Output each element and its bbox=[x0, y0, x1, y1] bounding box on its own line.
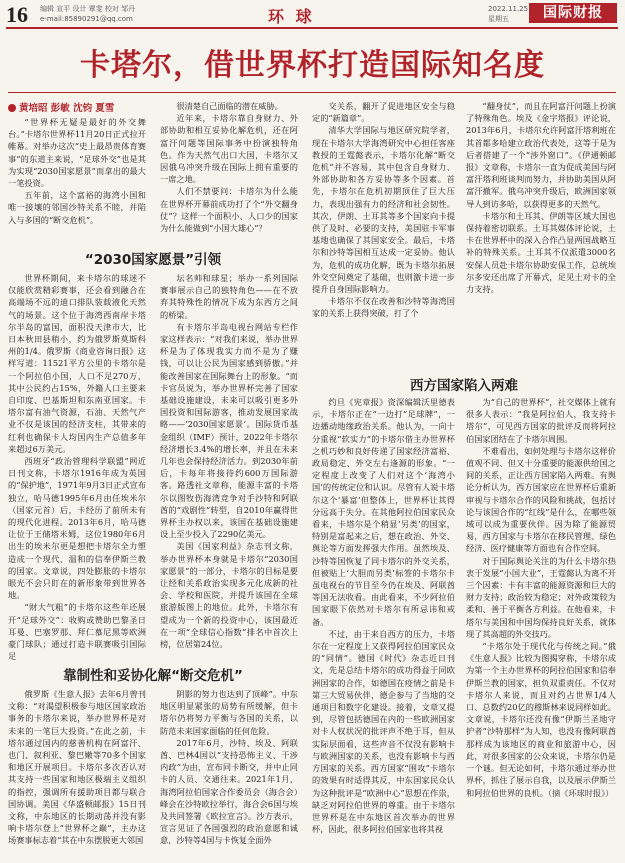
paragraph: “财大气粗”的卡塔尔这些年还展开“足球外交”：收购或赞助巴黎圣日耳曼、巴塞罗那、拜仁慕尼黑等欧洲豪门球队；通过打造卡联赛吸引国际足 bbox=[8, 602, 146, 662]
newspaper-logo: 国际财报 bbox=[529, 3, 617, 23]
editors-line: 编辑 宣平 设计 覃斐 校对 邹丹 bbox=[40, 5, 136, 13]
subhead-2030-vision: “2030国家愿景”引领 bbox=[84, 252, 222, 268]
source-note: （摘《环球时报》） bbox=[547, 787, 614, 798]
editor-credits bbox=[40, 4, 135, 24]
paragraph bbox=[466, 640, 616, 799]
paragraph: 坛名帅和球星；举办一系列国际赛事展示自己的独特角色——在不放弃其特殊性的情况下成为东西方之间的桥梁。 bbox=[160, 273, 298, 320]
byline bbox=[8, 100, 114, 114]
paragraph: 世界杯期间，来卡塔尔的球迷不仅能欣赏精彩赛事，还会看到融合在高端场不远的迪口排队装载液化天然气的场景。这个位于海湾西南岸卡塔尔半岛的富国，面积没天津市大，比日本秋田县稍小，约为俄罗斯莫斯科州的1/4。俄罗斯《商业咨询日报》这样写道：11521平方公里的卡塔尔是一个阿拉伯小国，人口不足270万，其中公民约占15%，外籍人口主要来自印度、巴基斯坦和东南亚国家。卡塔尔富有油气资源，石油、天然气产业不仅是该国的经济支柱，其带来的红利也确保卡人均国内生产总值多年来超过6万美元。 bbox=[8, 273, 146, 454]
column-3-west bbox=[312, 396, 455, 858]
paragraph: 很清楚自己面临的潜在威胁。 bbox=[176, 101, 283, 111]
headline-divider bbox=[8, 92, 616, 93]
paragraph: 五年前，这个富裕的海湾小国和唯一接壤的邻国沙特关系不睦，并陷入与多国的“断交危机”。 bbox=[8, 190, 146, 225]
date-text: 2022.11.25 bbox=[488, 5, 529, 13]
paragraph: “世界杯无疑是最好的外交舞台。”卡塔尔世界杯11月20日正式拉开帷幕。对举办这次“史上最昂贵体育赛事”的东道主来说，“足球外交”也是其为实现“2030国家愿景”而拿出的最大一笔投资。 bbox=[8, 117, 146, 189]
paragraph: 人们不禁要问：卡塔尔为什么能在世界杯开幕前成功打了个“外交翻身仗”？这样一个面积小、人口少的国家为什么能做到“小国大雄心”？ bbox=[160, 186, 298, 234]
paragraph: 为“自己的世界杯”，社交媒体上就有很多人表示：“我是阿拉伯人，我支持卡塔尔”，可见西方国家的批评反而将阿拉伯国家团结在了卡塔尔周围。 bbox=[466, 397, 616, 444]
column-1-vision bbox=[8, 272, 146, 662]
paragraph: 2017年6月，沙特、埃及、阿联酋、巴林4国以“支持恐怖主义、干涉内政”为由，宣布同卡断交，并中止同卡的人员、交通往来。2021年1月，海湾阿拉伯国家合作委员会（海合会）峰会在沙特欧拉举行，海合会6国与埃及共同签署《欧拉宣言》。沙方表示，宣言见证了各国强烈的政治意愿和诚意，沙特等4国与卡恢复全面外 bbox=[160, 737, 298, 846]
column-3-intro bbox=[312, 100, 455, 362]
masthead-divider bbox=[6, 27, 618, 29]
paragraph: 卡塔尔不仅在改善和沙特等海湾国家的关系上获得突破，打了个 bbox=[312, 296, 455, 319]
byline-bullet-icon bbox=[8, 104, 16, 112]
paragraph: 不过，由于来自西方的压力，卡塔尔在一定程度上又获得阿拉伯国家民众的“同情”。德国《时代》杂志近日刊文，先是总结卡塔尔的成功得益于同欧洲国家的合作，如德国在疫情之前是卡第三大贸易伙伴，德企参与了当地的交通项目和数字化建设。接着，文章又提到，尽管包括德国在内的一些欧洲国家对卡人权状况的批评声不绝于耳，但从实际层面看，这些声音不仅没有影响卡与欧洲国家的关系，也没有影响卡与西方国家的关系。西方国家“围攻”卡塔尔的效果有时适得其反，中东国家民众认为这种批评是“欧洲中心”思想在作祟，缺乏对阿拉伯世界的尊重。由于卡塔尔世界杯是在中东地区首次举办的世界杯，因此，很多阿拉伯国家也将其视 bbox=[312, 628, 455, 835]
paragraph: 西班牙“政治管理科学联盟”网近日刊文称，卡塔尔1916年成为英国的“保护地”，1971年9月3日正式宣布独立，哈马德1995年6月由任埃米尔（国家元首）后，卡经历了前所未有的现代化进程。2013年6月，哈马德让位于王储塔米姆，这位1980年6月出生的埃米尔更是想把卡塔尔全力塑造成一个现代、温和的信奉伊斯兰教的国家。文章说，四处膨胀的卡塔尔眼光不会只盯在的新形象带到世界各地。 bbox=[8, 456, 146, 601]
paragraph: “翻身仗”，而且在阿富汗问题上扮演了特殊角色。埃及《金字塔报》评论说，2013年6月，卡塔尔允许阿富汗塔利班在其首都多哈建立政治代表处，这等于是为后者搭建了一个“涉外窗口”。《伊通顿邮报》文章称，卡塔尔一直为促成美国与阿富汗塔利班谈判而努力，并协助美国从阿富汗撤军。俄乌冲突升级后，欧洲国家领导人到访多哈，以获得更多的天然气。 bbox=[466, 101, 616, 209]
paragraph: 美国《国家利益》杂志刊文称，举办世界杯本身就是卡塔尔“2030国家愿景”的一部分，卡塔尔的目标是要让经和关系政治实现多元化成新的社会、学校和医院，并提升该国在全球旅游版图上的地位。此外，卡塔尔有望成为一个新的投资中心，该国最近在一项“全球信心指数”排名中首次上榜，位居第24位。 bbox=[160, 541, 298, 650]
paragraph: 交关系，翻开了促进地区安全与稳定的“新篇章”。 bbox=[312, 101, 455, 124]
paragraph: 对于国际舆论关注的为什么卡塔尔热衷于发展“小国大业”，王霆懿认为离不开三个因素：卡有丰富的能源资源和巨大的财力支持；政治较为稳定；对外政策较为柔和、善于平衡各方利益。在他看来，卡塔尔与美国和中国均保持良好关系，就体现了其高超的外交技巧。 bbox=[466, 555, 616, 639]
column-1-intro bbox=[8, 116, 146, 240]
column-1-crisis bbox=[8, 688, 146, 858]
column-2-intro bbox=[160, 100, 298, 240]
paragraph: 约旦《宪章报》资深编辑沃里德表示，卡塔尔正在“一边打”足球牌”，一边播动地缘政治关系。他认为，一向十分重视“软实力”的卡塔尔借主办世界杯之机巧妙和良好传递了国家经济富裕、政局稳定、外交左右逢源的形象。“一定程度上改变了人们对这个‘海湾小国’的传统定位和认识。尽管有人说卡塔尔这个‘暴富’但整体上，世界杯让其得分远高于失分。在其他阿拉伯国家民众看来，卡塔尔是个稍显‘另类’的国家，特别是富起来之后，想在政治、外交、舆论等方面发挥强大作用。虽然埃及、沙特等国恢复了同卡塔尔的外交关系，但被贴上‘大胆而另类’标签的卡塔尔卡虽电视台的节目至今仍在埃及、阿联酋等国无法收看。由此看来，不少阿拉伯国家眼下依然对卡塔尔有所忌讳和戒备。 bbox=[312, 397, 455, 627]
paragraph: 阴影的努力也达到了顶峰”。中东地区明显紧张的局势有所缓解，但卡塔尔仍将努力平衡与各国的关系，以防范未来国家面临的任何危险。 bbox=[160, 689, 298, 736]
column-4-west bbox=[466, 396, 616, 858]
paragraph: 有卡塔尔半岛电视台网站专栏作家这样表示：“对我们来说，举办世界杯是为了体现我实力而不是为了赚钱，可以让公民为国家感到骄傲。”并能改善国家在国际舞台上的形象。“而卡官员说为，举办世界杯完善了国家基础设施建设，未来可以吸引更多外国投资和国际游客，推动发展国家战略——‘2030国家愿景’。国际货币基金组织（IMF）预计，2022年卡塔尔经济增长3.4%的增长率，并且在未来几年也会保持经济活力。到2030年前后，卡每年将接待约600万国际游客。路透社文章称，能源丰富的卡塔尔以图牧伤海湾竞争对手沙特和阿联酋的“戏剧性”转型，自2010年赢得世界杯主办权以来，该国在基础设施建设上至少投入了2290亿美元。 bbox=[160, 321, 298, 540]
subhead-crisis: 靠制性和妥协化解“断交危机” bbox=[63, 668, 243, 684]
issue-date bbox=[488, 4, 528, 24]
page-number: 16 bbox=[6, 2, 28, 27]
paragraph: 不难看出，如何处理与卡塔尔这样价值观不同、但又十分重要的能源供给国之间的关系，正让西方国家陷入两难。有舆论分析认为，西方国家应在世界杯后重新审视与卡塔尔合作的风险和挑战，包括讨论与该国合作的“红线”是什么，在哪些领域可以成为重要伙伴。因为除了能源贸易，西方国家与卡塔尔在移民管理、绿色经济、医疗健康等方面也有合作空间。 bbox=[466, 445, 616, 554]
column-4-intro bbox=[466, 100, 616, 362]
section-title: 环 球 bbox=[268, 7, 315, 26]
editor-email: e-mail:85890291@qq.com bbox=[40, 15, 133, 23]
paragraph: 清华大学国际与地区研究院学者，现在卡塔尔大学海湾研究中心担任客座教授的王霆懿表示，卡塔尔化解“断交危机”并不容易，其中包含自身财力、外部协助和各方妥协等多个因素。首先，卡塔尔在危机初期顶住了巨大压力，表现出强有力的经济和社会韧性。其次，伊朗、土耳其等多个国家向卡提供了及时、必要的支持，美国驻卡军事基地也确保了其国家安全。最后，卡塔尔和沙特等国相互达成一定妥协。他认为，危机的成功化解，既为卡塔尔拓展外交空间奠定了基础，也则激卡进一步提升自身国际影响力。 bbox=[312, 125, 455, 295]
paragraph: 卡塔尔和土耳其、伊朗等区域大国也保持着密切联系。土耳其媒体评论说，土卡在世界杯中的深入合作凸显两国战略互补的特殊关系。土耳其不仅派遣3000名安保人员赴卡塔尔协助安保工作，总统埃尔多安还出席了开幕式，足见土对卡的全力支持。 bbox=[466, 210, 616, 295]
subhead-west-dilemma: 西方国家陷入两难 bbox=[410, 378, 518, 394]
paragraph: 俄罗斯《生意人报》去年6月曾刊文称：“对渴望积极参与地区国家政治事务的卡塔尔来说，举办世界杯是对未来的一笔巨大投资。”在此之前，卡塔尔通过国内的慈善机构在阿富汗、也门、叙利亚、黎巴嫩等70多个国家和地区开展项目。卡塔尔多次否认对其支持一些国家和地区极端主义组织的指控，强调所有援助项目都与联合国协调。美国《华盛顿邮报》15日刊文称，中东地区的长期动荡并没有影响卡塔尔登上“世界杯之巅”，主办这场赛事标志着“其在中东摆脱更大邻国 bbox=[8, 689, 146, 846]
weekday-text: 星期五 bbox=[488, 15, 509, 23]
byline-authors: 黄培昭 彭敏 沈钧 夏雪 bbox=[19, 103, 115, 114]
paragraph: 近年来，卡塔尔靠自身财力、外部协助和相互妥协化解危机，还在阿富汗问题等国际事务中扮演独特角色。作为天然气出口大国，卡塔尔又因俄乌冲突升级在国际上拥有重要的一席之地。 bbox=[160, 113, 298, 185]
column-2-vision bbox=[160, 272, 298, 656]
column-2-crisis bbox=[160, 688, 298, 858]
paragraph-text: “卡塔尔处于现代化与传统之间。”俄《生意人报》比较为图揭穿称，卡塔尔成为第一个主办世界杯的阿拉伯国家和信奉伊斯兰教的国家，担负双重责任。不仅对卡塔尔人来说，而且对约占世界1/4人口、总数约20亿的穆斯林来说同样如此。文章说，卡塔尔还没有像“伊斯兰圣地守护者”沙特那样“为人知，也没有像阿联酋那样成为该地区的商业和旅游中心，因此，对很多国家的公众来说，卡塔尔仍是一个谜。但无论如何，卡塔尔通过举办世界杯，抓住了展示自我，以及展示伊斯兰和阿拉伯世界的良机。 bbox=[466, 641, 616, 798]
article-headline: 卡塔尔，借世界杯打造国际知名度 bbox=[80, 48, 545, 83]
masthead bbox=[0, 0, 625, 28]
